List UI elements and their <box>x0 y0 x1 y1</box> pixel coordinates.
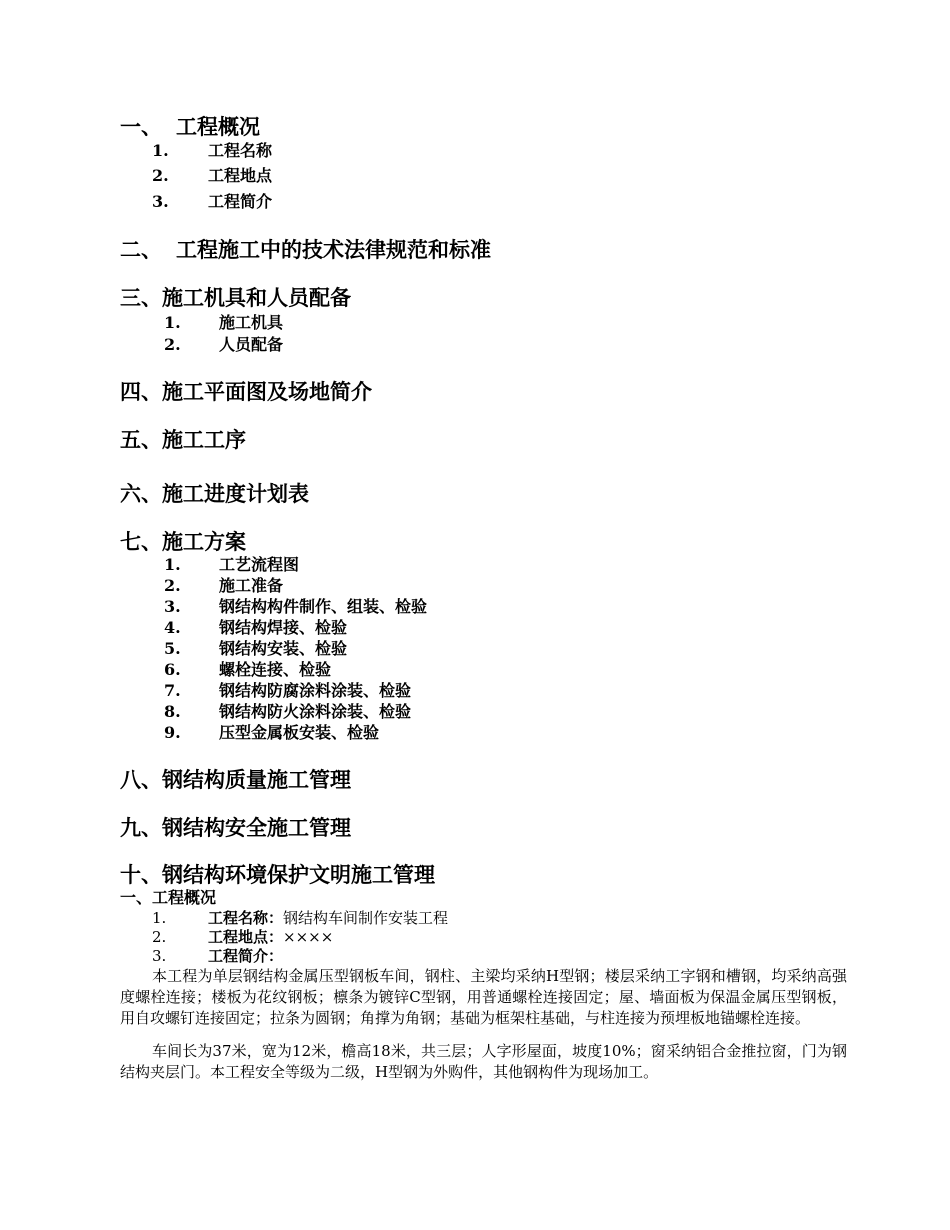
toc-item-title: 钢结构防腐涂料涂装、检验 <box>219 681 412 700</box>
toc-heading-10: 十、钢结构环境保护文明施工管理 <box>120 862 435 887</box>
toc-heading-1 <box>120 114 260 139</box>
toc-heading-9: 九、钢结构安全施工管理 <box>120 815 351 840</box>
detail-label <box>208 928 333 946</box>
toc-item-number: 4. <box>164 618 181 637</box>
toc-item <box>164 618 504 638</box>
toc-item <box>164 702 504 722</box>
toc-item-number: 1. <box>164 313 181 332</box>
detail-row-name <box>152 909 652 928</box>
toc-heading-3 <box>120 285 351 310</box>
toc-item-number: 2. <box>152 166 169 185</box>
toc-item-number: 3. <box>164 597 181 616</box>
toc-heading-6: 六、施工进度计划表 <box>120 481 309 506</box>
toc-item-title: 施工机具 <box>219 313 284 332</box>
toc-item-title: 施工准备 <box>219 576 284 595</box>
toc-heading-number: 二、 <box>120 237 162 262</box>
detail-number: 1. <box>152 909 167 927</box>
toc-item <box>164 576 504 596</box>
toc-item-title: 钢结构构件制作、组装、检验 <box>219 597 428 616</box>
toc-item <box>164 639 504 659</box>
detail-label-text: 工程简介： <box>208 947 284 965</box>
detail-row-location <box>152 928 652 947</box>
toc-item-number: 2. <box>164 576 181 595</box>
toc-item-title: 螺栓连接、检验 <box>219 660 332 679</box>
detail-number: 2. <box>152 928 167 946</box>
toc-item <box>152 192 452 212</box>
toc-item <box>164 660 504 680</box>
toc-item-title: 钢结构焊接、检验 <box>219 618 348 637</box>
detail-row-intro <box>152 947 652 966</box>
toc-item-title: 人员配备 <box>219 335 284 354</box>
toc-item-number: 2. <box>164 335 181 354</box>
toc-item-number: 6. <box>164 660 181 679</box>
toc-heading-title: 工程概况 <box>176 114 260 139</box>
toc-item <box>164 723 504 743</box>
toc-item <box>164 313 464 333</box>
toc-item <box>152 166 452 186</box>
toc-heading-5: 五、施工工序 <box>120 427 246 452</box>
toc-item-number: 1. <box>152 141 169 160</box>
toc-heading-title: 施工机具和人员配备 <box>162 285 351 310</box>
detail-label <box>208 909 448 927</box>
body-paragraph-1: 本工程为单层钢结构金属压型钢板车间，钢柱、主梁均采纳H型钢；楼层采纳工字钢和槽钢，均采纳高强度螺栓连接；楼板为花纹钢板；檩条为镀锌C型钢，用普通螺栓连接固定；屋、墙面板为保温金属压型钢板，用自攻螺钉连接固定；拉条为圆钢；角撑为角钢；基础为框架柱基础，与柱连接为预埋板地锚螺栓连接。 <box>120 967 847 1027</box>
toc-item-number: 5. <box>164 639 181 658</box>
toc-item-title: 工程名称 <box>208 141 273 160</box>
toc-heading-number: 一、 <box>120 114 162 139</box>
detail-value: 钢结构车间制作安装工程 <box>283 909 449 927</box>
toc-item-number: 1. <box>164 555 181 574</box>
toc-item <box>164 681 504 701</box>
toc-heading-number: 三、 <box>120 285 162 310</box>
detail-label-text: 工程名称： <box>208 909 284 927</box>
detail-value: ×××× <box>283 928 334 946</box>
body-paragraph-2: 车间长为37米，宽为12米，檐高18米，共三层；人字形屋面，坡度10%；窗采纳铝合金推拉窗，门为钢结构夹层门。本工程安全等级为二级，H型钢为外购件，其他钢构件为现场加工。 <box>120 1042 847 1081</box>
toc-item-title: 压型金属板安装、检验 <box>219 723 380 742</box>
toc-item-title: 钢结构防火涂料涂装、检验 <box>219 702 412 721</box>
toc-item-title: 工程地点 <box>208 166 273 185</box>
toc-heading-7: 七、施工方案 <box>120 529 246 554</box>
toc-item-number: 3. <box>152 192 169 211</box>
detail-label <box>208 947 283 965</box>
toc-item <box>164 555 504 575</box>
toc-item-number: 7. <box>164 681 181 700</box>
toc-item-number: 9. <box>164 723 181 742</box>
toc-item-title: 工程简介 <box>208 192 273 211</box>
toc-item <box>152 141 452 161</box>
toc-heading-2 <box>120 237 491 262</box>
toc-item <box>164 597 504 617</box>
toc-item-number: 8. <box>164 702 181 721</box>
section-title: 一、工程概况 <box>120 888 217 907</box>
toc-item-title: 钢结构安装、检验 <box>219 639 348 658</box>
detail-label-text: 工程地点： <box>208 928 284 946</box>
toc-heading-4: 四、施工平面图及场地简介 <box>120 379 372 404</box>
toc-heading-8: 八、钢结构质量施工管理 <box>120 767 351 792</box>
detail-number: 3. <box>152 947 167 965</box>
toc-heading-title: 工程施工中的技术法律规范和标准 <box>176 237 491 262</box>
toc-item <box>164 335 464 355</box>
toc-item-title: 工艺流程图 <box>219 555 300 574</box>
